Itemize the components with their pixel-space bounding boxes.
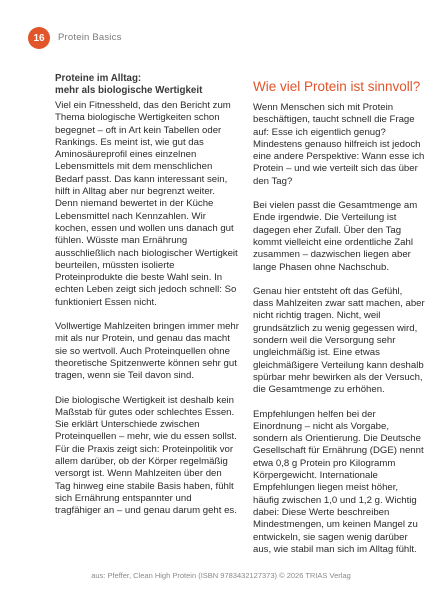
right-paragraph-1: Wenn Menschen sich mit Protein beschäftigen, taucht schnell die Frage auf: Esse ich eigentlich genug? Mindestens genauso hilfreich ist jedoch eine andere Perspektive: Wann esse ich Protein – und wie verteilt sich das über den Tag? — [253, 102, 425, 187]
page-number-badge — [28, 27, 50, 49]
left-paragraph-1: Viel ein Fitnessheld, das den Bericht zum Thema biologische Wertigkeiten schon begegnet – oft in Art kein Tabellen oder Rankings. Es meint ist, wie gut das Aminosäureprofil eines einzelnen Lebensmittels mit dem menschlichen Bedarf passt. Das kann interessant sein, hilft in Alltag aber nur begrenzt weiter. Denn niemand bewertet in der Küche Lebensmittel nach Kennzahlen. Wir kochen, essen und wollen uns danach gut fühlen. Wüsste man Ernährung ausschließlich nach biologischer Wertigkeit beurteilen, müssten isolierte Proteinprodukte die beste Wahl sein. In echten Leben zeigt sich jedoch schnell: So funktioniert Essen nicht. — [55, 100, 238, 308]
page-footer: aus: Pfeffer, Clean High Protein (ISBN 9783432127373) © 2026 TRIAS Verlag — [91, 571, 351, 580]
box-title-line-2: mehr als biologische Wertigkeit — [55, 85, 203, 96]
left-paragraph-3: Die biologische Wertigkeit ist deshalb kein Maßstab für gutes oder schlechtes Essen. Sie erklärt Unterschiede zwischen Proteinquellen – mehr, wie du essen sollst. Für die Praxis zeigt sich: Proteinpolitik vor allem darüber, ob der Körper regelmäßig versorgt ist. Wenn Mahlzeiten über den Tag hinweg eine stabile Basis haben, fühlt sich Ernährung entspannter und tragfähiger an – und genau darum geht es. — [55, 394, 237, 517]
right-paragraph-3: Genau hier entsteht oft das Gefühl, dass Mahlzeiten zwar satt machen, aber nicht richtig tragen. Nicht, weil grundsätzlich zu wenig gegessen wird, sondern weil die Versorgung sehr ungleichmäßig ist. Eine etwas gleichmäßigere Verteilung kann deshalb spürbar mehr bewirken als der Versuch, die Gesamtmenge zu erhöhen. — [253, 285, 425, 396]
right-paragraph-4: Empfehlungen helfen bei der Einordnung – nicht als Vorgabe, sondern als Orientierung. Die Deutsche Gesellschaft für Ernährung (DGE) nennt etwa 0,8 g Protein pro Kilogramm Körpergewicht. Internationale Empfehlungen liegen meist höher, häufig zwischen 1,0 und 1,2 g. Wichtig dabei: Diese Werte beschreiben Mindestmengen, um keinen Mangel zu entwickeln, sie sagen wenig darüber aus, wie stabil man sich im Alltag fühlt. — [253, 408, 424, 555]
left-paragraph-2: Vollwertige Mahlzeiten bringen immer mehr mit als nur Protein, und genau das macht sie so wertvoll. Auch Proteinquellen ohne theoretische Spitzenwerte können sehr gut tragen, wenn sie Teil davon sind. — [55, 321, 239, 382]
page-number: 16 — [33, 32, 45, 44]
running-head: Protein Basics — [58, 32, 122, 43]
box-title — [55, 73, 239, 97]
right-paragraph-2: Bei vielen passt die Gesamtmenge am Ende irgendwie. Die Verteilung ist dagegen eher Zufall. Über den Tag kommt vielleicht eine ordentliche Zahl zusammen – dazwischen liegen aber lange Phasen ohne Nachschub. — [253, 200, 418, 273]
left-column — [55, 73, 239, 530]
right-column — [253, 78, 425, 568]
box-title-line-1: Proteine im Alltag: — [55, 73, 142, 84]
section-heading: Wie viel Protein ist sinnvoll? — [253, 79, 421, 94]
